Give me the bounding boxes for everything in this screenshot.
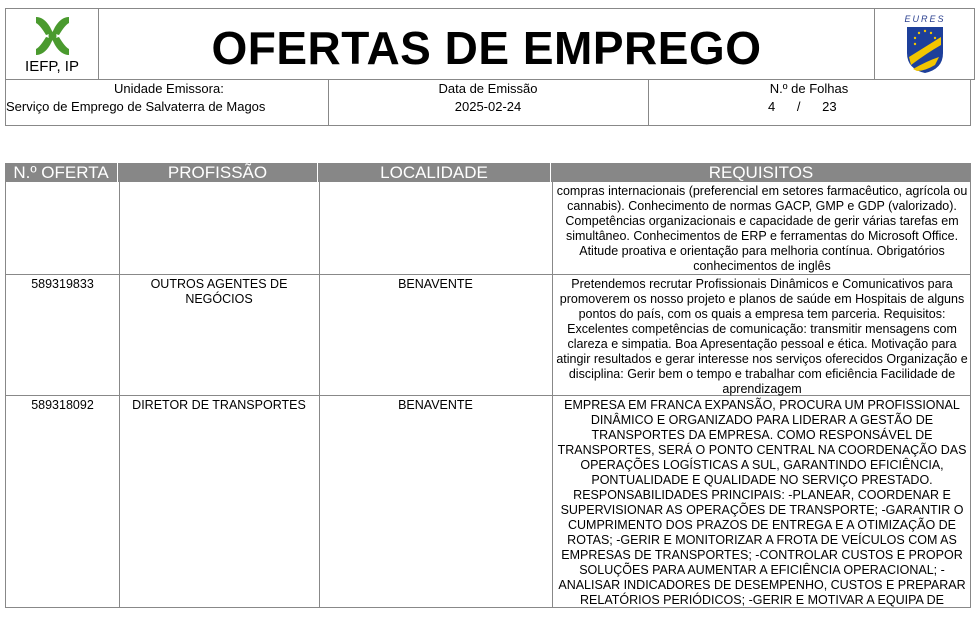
emission-info	[5, 80, 971, 126]
logo-text: IEFP, IP	[25, 58, 79, 75]
unidade-value: Serviço de Emprego de Salvaterra de Magos	[6, 99, 266, 114]
column-header-oferta: N.º OFERTA	[5, 163, 118, 182]
requisitos: compras internacionais (preferencial em setores farmacêutico, agrícola ou cannabis). Conhecimento de normas GACP, GMP e GDP (valorizado). Competências organizacionais e capacidade de gerir várias tarefas em simultâneo. Conhecimentos de ERP e ferramentas do Microsoft Office. Atitude proativa e orientação para melhoria contínua. Obrigatórios conhecimentos de inglês	[556, 184, 968, 273]
requisitos: Pretendemos recrutar Profissionais Dinâmicos e Comunicativos para promoverem os nosso projeto e planos de saúde em Hospitais de alguns pontos do país, com os quais a empresa tem parceria. Requisitos: Excelentes competências de comunicação: transmitir mensagens com clareza e simpatia. Boa Apresentação pessoal e ética. Motivação para atingir resultados e gerar interesse nos serviços oferecidos Organização e disciplina: Gerir bem o tempo e trabalhar com eficiência Facilidade de aprendizagem	[556, 277, 968, 396]
folhas-value: 4 / 23	[768, 99, 837, 114]
profissao: DIRETOR DE TRANSPORTES	[132, 398, 306, 412]
table-body	[5, 182, 971, 608]
column-header-profissao: PROFISSÃO	[118, 163, 318, 182]
data-emissao	[328, 80, 649, 126]
data-label: Data de Emissão	[438, 81, 538, 96]
eures-logo-icon	[895, 13, 955, 77]
folhas-label: N.º de Folhas	[769, 81, 849, 96]
oferta-number: 589318092	[31, 398, 94, 412]
table-row	[6, 396, 971, 608]
table-row	[6, 275, 971, 396]
table-row	[6, 182, 971, 275]
title-cell	[98, 8, 875, 80]
eures-logo	[875, 8, 975, 80]
column-header-requisitos: REQUISITOS	[708, 163, 814, 182]
oferta-number: 589319833	[31, 277, 94, 291]
column-header-localidade: LOCALIDADE	[318, 163, 551, 182]
localidade: BENAVENTE	[398, 277, 473, 291]
page-title: OFERTAS DE EMPREGO	[211, 22, 762, 74]
table-header	[5, 163, 971, 182]
numero-folhas	[648, 80, 970, 126]
localidade: BENAVENTE	[398, 398, 473, 412]
profissao: OUTROS AGENTES DE NEGÓCIOS	[150, 277, 288, 306]
eures-wordmark: EURES	[904, 14, 946, 24]
data-value: 2025-02-24	[454, 99, 522, 114]
unidade-emissora	[6, 80, 329, 126]
iefp-symbol-icon	[6, 11, 99, 61]
requisitos: EMPRESA EM FRANCA EXPANSÃO, PROCURA UM PROFISSIONAL DINÂMICO E ORGANIZADO PARA LIDERAR A GESTÃO DE TRANSPORTES DA EMPRESA. COMO RESPONSÁVEL DE TRANSPORTES, SERÁ O PONTO CENTRAL NA COORDENAÇÃO DAS OPERAÇÕES LOGÍSTICAS A SUL, GARANTINDO EFICIÊNCIA, PONTUALIDADE E QUALIDADE NO SERVIÇO PRESTADO. RESPONSABILIDADES PRINCIPAIS: -PLANEAR, COORDENAR E SUPERVISIONAR AS OPERAÇÕES DE TRANSPORTE; -GARANTIR O CUMPRIMENTO DOS PRAZOS DE ENTREGA E A OTIMIZAÇÃO DE ROTAS; -GERIR E MONITORIZAR A FROTA DE VEÍCULOS COM AS EMPRESAS DE TRANSPORTES; -CONTROLAR CUSTOS E PROPOR SOLUÇÕES PARA AUMENTAR A EFICIÊNCIA OPERACIONAL; -ANALISAR INDICADORES DE DESEMPENHO, CUSTOS E PREPARAR RELATÓRIOS PERIÓDICOS; -GERIR E MOTIVAR A EQUIPA DE	[557, 398, 967, 607]
iefp-logo	[5, 8, 98, 80]
unidade-label: Unidade Emissora:	[114, 81, 224, 96]
